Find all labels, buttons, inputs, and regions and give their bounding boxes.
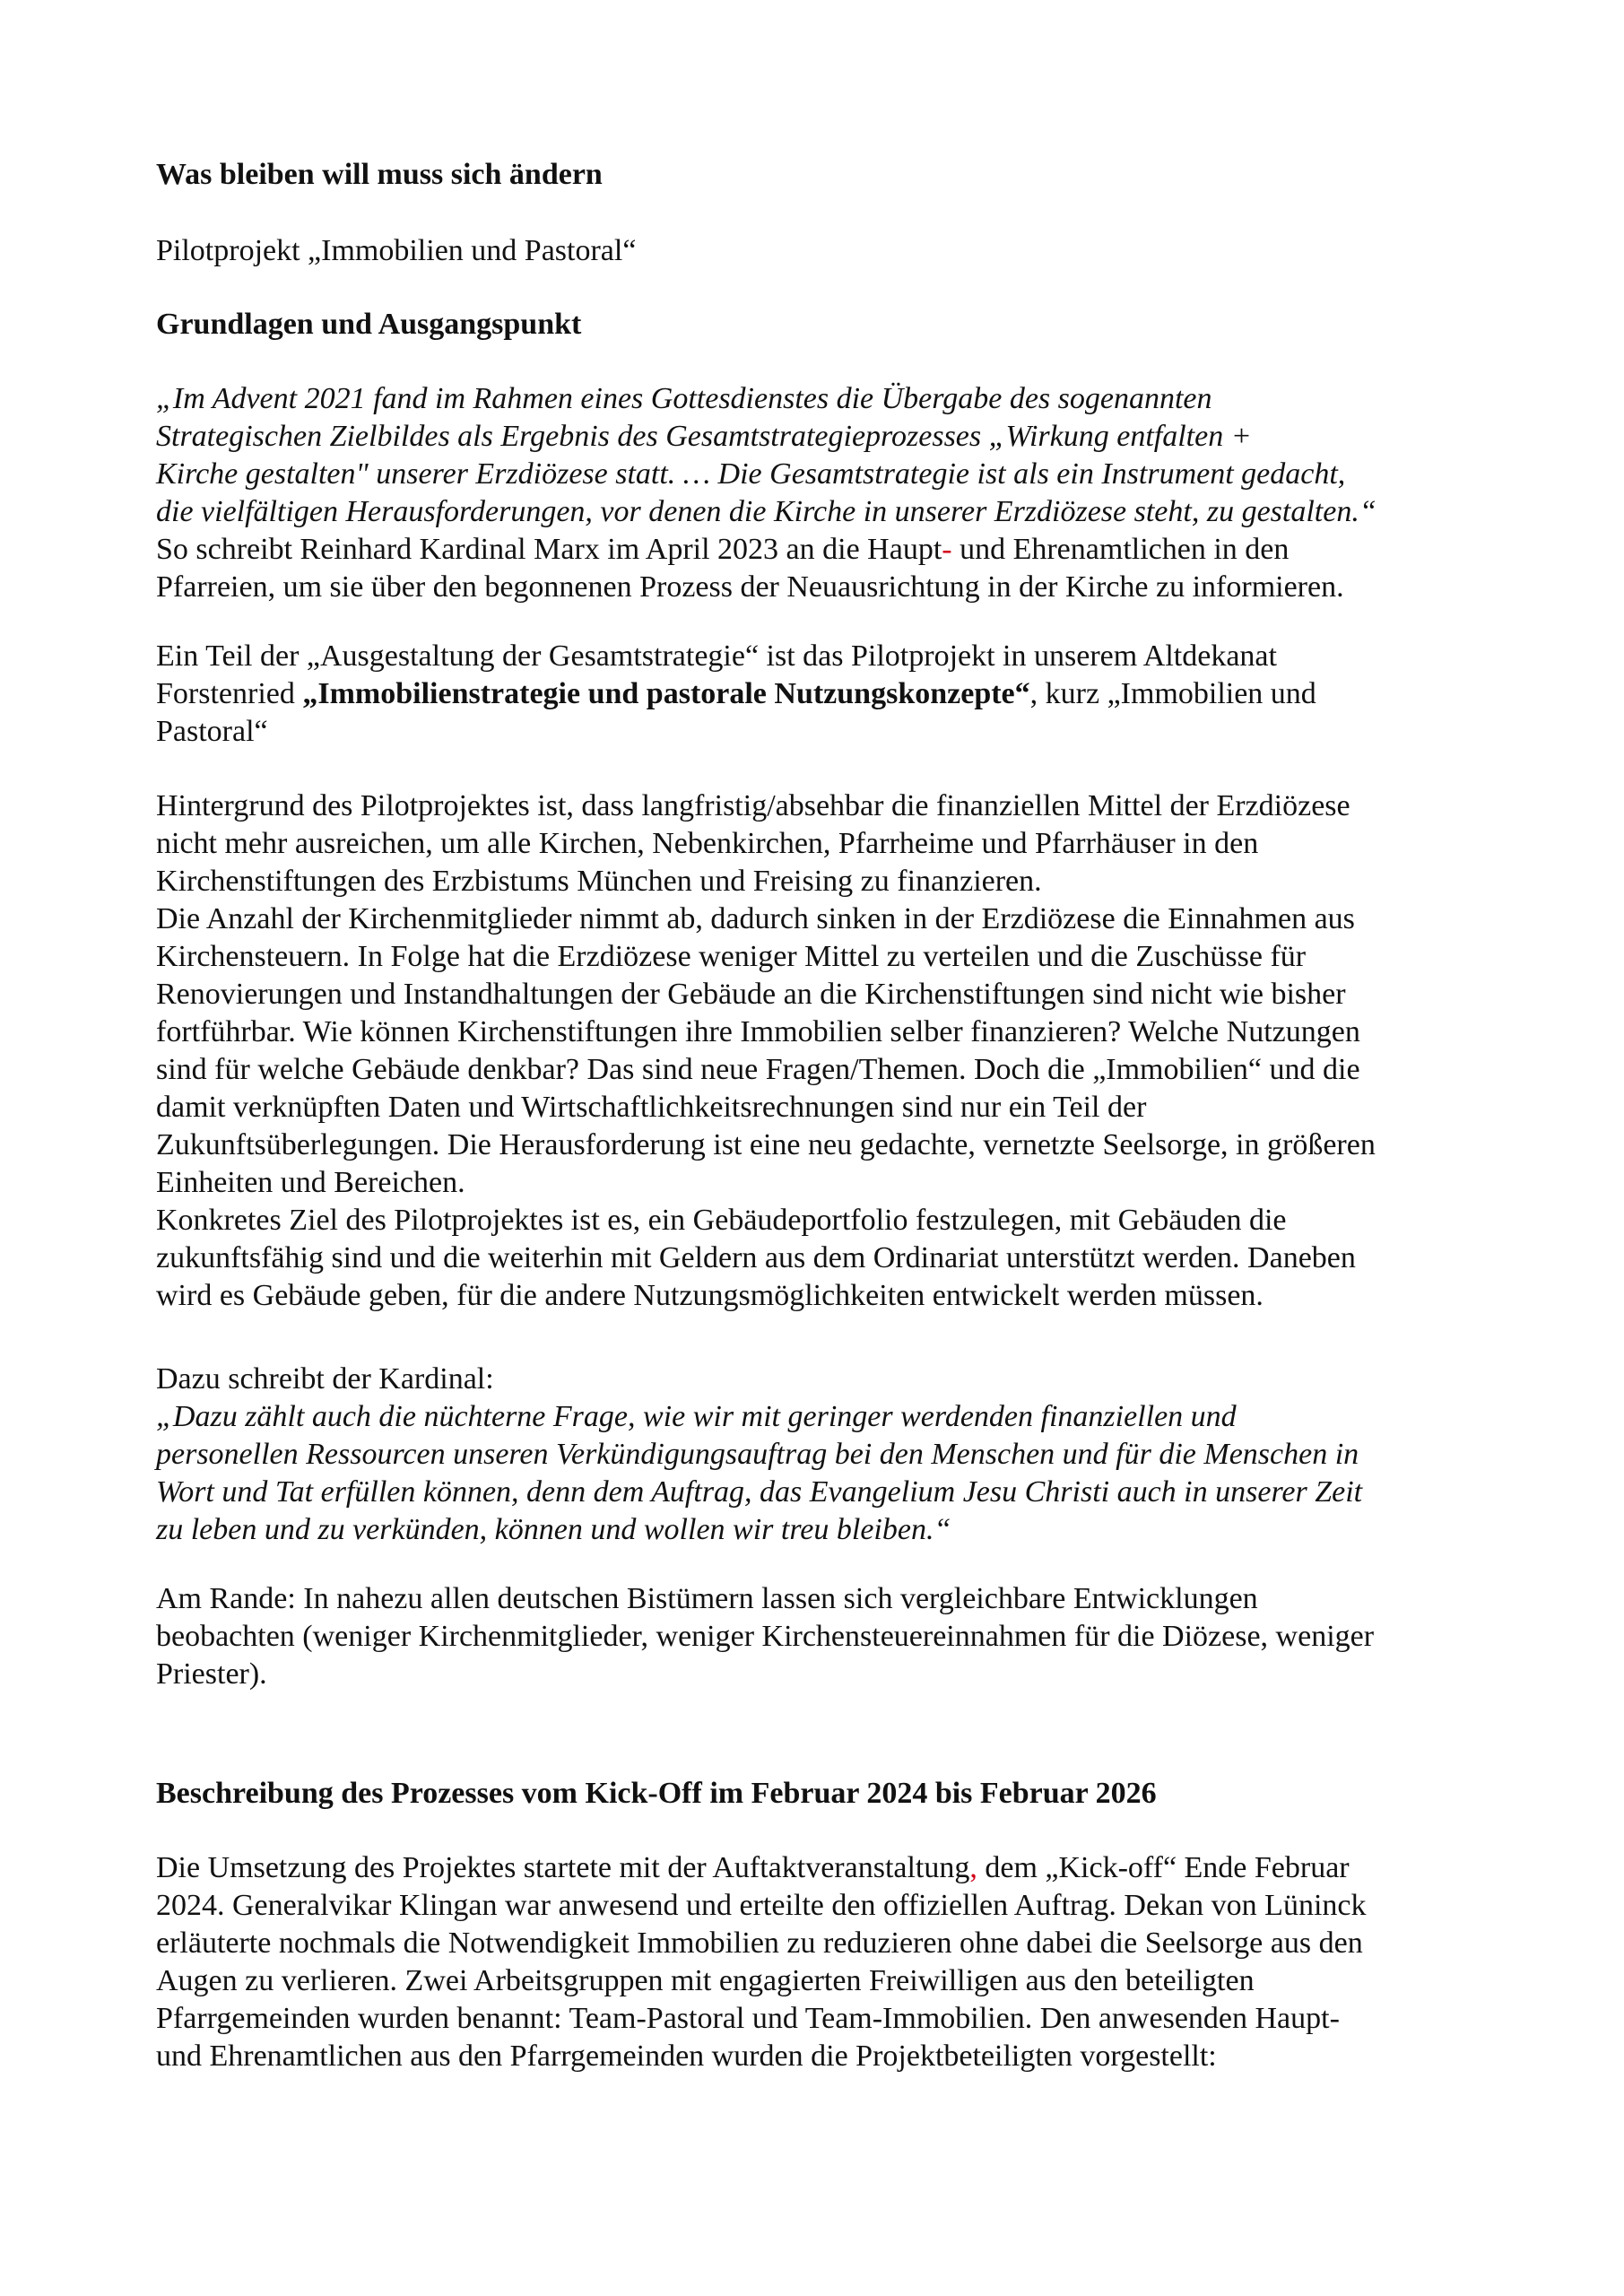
paragraph-line: Konkretes Ziel des Pilotprojektes ist es, ein Gebäudeportfolio festzulegen, mit Gebäuden die [156,1204,1287,1237]
attribution-text: und Ehrenamtlichen in den [951,533,1290,566]
paragraph-line: Hintergrund des Pilotprojektes ist, dass langfristig/absehbar die finanziellen Mittel der Erzdiözese [156,789,1350,822]
paragraph-line: erläuterte nochmals die Notwendigkeit Immobilien zu reduzieren ohne dabei die Seelsorge aus den [156,1926,1363,1960]
quote-line: „Im Advent 2021 fand im Rahmen eines Gottesdienstes die Übergabe des sogenannten [156,382,1212,415]
heading-text: Beschreibung des Prozesses vom Kick-Off im Februar 2024 bis Februar 2026 [156,1777,1157,1810]
quote-paragraph-1 [156,380,1501,606]
quote-line: Kirche gestalten" unserer Erzdiözese statt. … Die Gesamtstrategie ist als ein Instrument gedacht, [156,457,1346,491]
heading-text: Grundlagen und Ausgangspunkt [156,308,582,341]
paragraph-line: Augen zu verlieren. Zwei Arbeitsgruppen mit engagierten Freiwilligen aus den beteiligten [156,1964,1255,1997]
paragraph-ein-teil [156,638,1501,751]
paragraph-kardinal-quote [156,1361,1501,1549]
subtitle-text: Pilotprojekt „Immobilien und Pastoral“ [156,234,637,267]
paragraph-line: zukunftsfähig sind und die weiterhin mit Geldern aus dem Ordinariat unterstützt werden. Daneben [156,1241,1356,1274]
attribution-line [156,531,1501,569]
paragraph-hintergrund [156,787,1501,1315]
attribution-line: Pfarreien, um sie über den begonnenen Prozess der Neuausrichtung in der Kirche zu informieren. [156,570,1344,604]
section-heading-beschreibung [156,1775,1501,1813]
paragraph-line: fortführbar. Wie können Kirchenstiftungen ihre Immobilien selber finanzieren? Welche Nutzungen [156,1015,1360,1048]
paragraph-text: , kurz „Immobilien und [1029,677,1316,710]
section-heading-grundlagen [156,306,1501,344]
paragraph-line: Pfarrgemeinden wurden benannt: Team-Pastoral und Team-Immobilien. Den anwesenden Haupt- [156,2002,1340,2035]
paragraph-line: Die Anzahl der Kirchenmitglieder nimmt ab, dadurch sinken in der Erzdiözese die Einnahmen aus [156,902,1355,935]
quote-line: Wort und Tat erfüllen können, denn dem Auftrag, das Evangelium Jesu Christi auch in unserer Zeit [156,1475,1363,1509]
paragraph-line: beobachten (weniger Kirchenmitglieder, weniger Kirchensteuereinnahmen für die Diözese, weniger [156,1620,1375,1653]
paragraph-line: Zukunftsüberlegungen. Die Herausforderung ist eine neu gedachte, vernetzte Seelsorge, in größeren [156,1128,1376,1161]
quote-line: Strategischen Zielbildes als Ergebnis des Gesamtstrategieprozesses „Wirkung entfalten + [156,420,1252,453]
paragraph-line: Einheiten und Bereichen. [156,1166,465,1199]
paragraph-line: Kirchenstiftungen des Erzbistums München und Freising zu finanzieren. [156,865,1042,898]
quote-intro: Dazu schreibt der Kardinal: [156,1362,494,1396]
paragraph-line: Am Rande: In nahezu allen deutschen Bistümern lassen sich vergleichbare Entwicklungen [156,1582,1258,1615]
paragraph-am-rande [156,1580,1501,1693]
quote-line: die vielfältigen Herausforderungen, vor denen die Kirche in unserer Erzdiözese steht, zu gestalten.“ [156,495,1376,528]
paragraph-line: damit verknüpften Daten und Wirtschaftlichkeitsrechnungen sind nur ein Teil der [156,1091,1147,1124]
paragraph-text: Forstenried [156,677,303,710]
paragraph-text: Die Umsetzung des Projektes startete mit der Auftaktveranstaltung [156,1851,970,1884]
title-text: Was bleiben will muss sich ändern [156,158,603,191]
paragraph-line: Ein Teil der „Ausgestaltung der Gesamtstrategie“ ist das Pilotprojekt in unserem Altdekanat [156,639,1277,673]
paragraph-line: Kirchensteuern. In Folge hat die Erzdiözese weniger Mittel zu verteilen und die Zuschüsse für [156,940,1307,973]
quote-line: „Dazu zählt auch die nüchterne Frage, wie wir mit geringer werdenden finanziellen und [156,1400,1237,1433]
paragraph-text: dem „Kick-off“ Ende Februar [977,1851,1350,1884]
paragraph-line: nicht mehr ausreichen, um alle Kirchen, Nebenkirchen, Pfarrheime und Pfarrhäuser in den [156,827,1259,860]
paragraph-line: 2024. Generalvikar Klingan war anwesend und erteilte den offiziellen Auftrag. Dekan von Lüninck [156,1889,1367,1922]
attribution-text: So schreibt Reinhard Kardinal Marx im April 2023 an die Haupt [156,533,942,566]
paragraph-line: Pastoral“ [156,715,268,748]
paragraph-line: wird es Gebäude geben, für die andere Nutzungsmöglichkeiten entwickelt werden müssen. [156,1279,1264,1312]
paragraph-line [156,675,1501,713]
red-comma-mark: , [969,1851,977,1884]
paragraph-line: Renovierungen und Instandhaltungen der Gebäude an die Kirchenstiftungen sind nicht wie bisher [156,978,1346,1011]
paragraph-line: und Ehrenamtlichen aus den Pfarrgemeinden wurden die Projektbeteiligten vorgestellt: [156,2039,1217,2073]
document-title [156,156,1501,194]
project-name-bold: „Immobilienstrategie und pastorale Nutzungskonzepte“ [302,677,1030,710]
quote-line: zu leben und zu verkünden, können und wollen wir treu bleiben.“ [156,1513,951,1546]
quote-line: personellen Ressourcen unseren Verkündigungsauftrag bei den Menschen und für die Menschen in [156,1438,1359,1471]
paragraph-line [156,1849,1501,1887]
red-hyphen-mark: - [942,533,952,566]
paragraph-line: sind für welche Gebäude denkbar? Das sind neue Fragen/Themen. Doch die „Immobilien“ und die [156,1053,1360,1086]
document-subtitle [156,232,1501,270]
paragraph-line: Priester). [156,1657,267,1691]
paragraph-umsetzung [156,1849,1501,2075]
